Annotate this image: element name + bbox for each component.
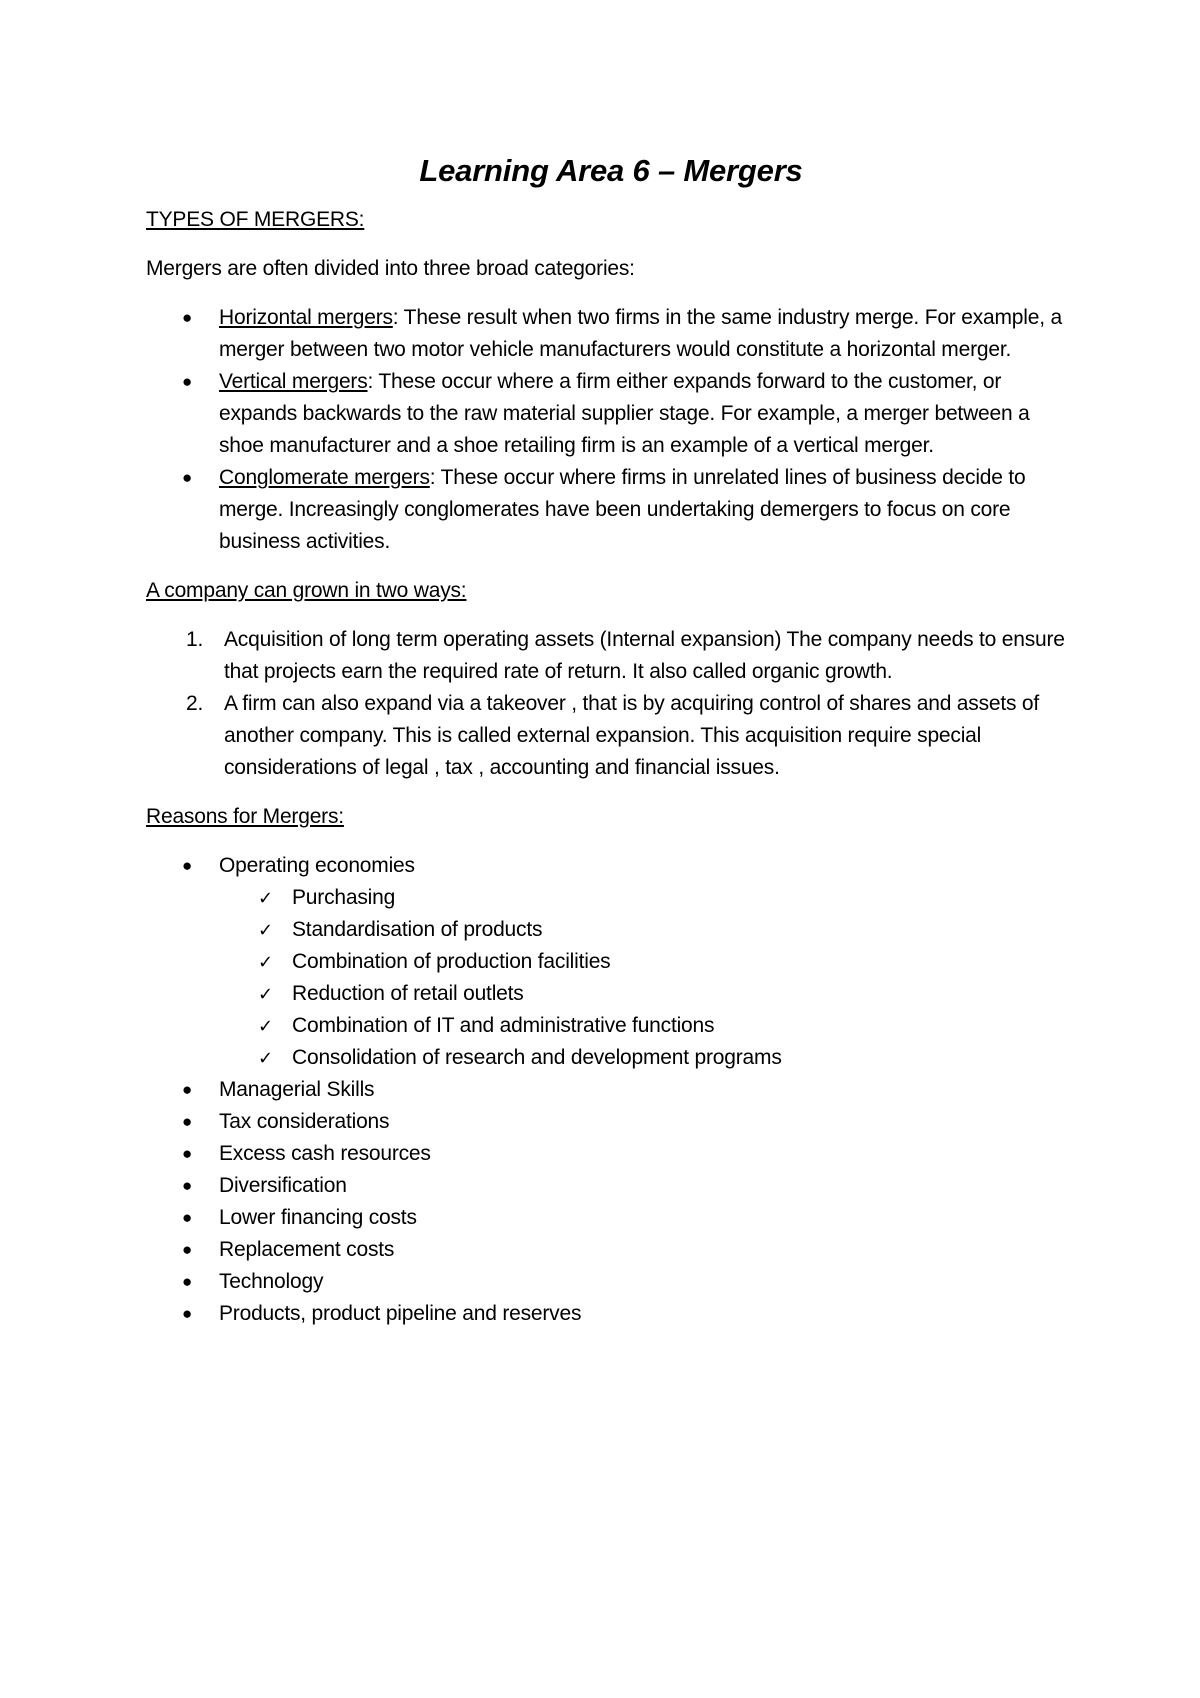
list-item: ● Technology <box>146 1266 1076 1298</box>
check-item: ✓ Combination of IT and administrative functions <box>146 1010 1076 1042</box>
bullet-icon: ● <box>182 1304 193 1323</box>
check-icon: ✓ <box>258 1048 273 1068</box>
item-number: 2. <box>186 692 204 715</box>
bullet-icon: ● <box>182 468 193 487</box>
bullet-icon: ● <box>182 1080 193 1099</box>
growth-text: A firm can also expand via a takeover , that is by acquiring control of shares and assets of another company. This is called external expansion. This acquisition require special considerations of legal , tax , accounting and financial issues. <box>224 692 1040 779</box>
list-item: ● Diversification <box>146 1170 1076 1202</box>
merger-types-list <box>146 302 1076 558</box>
list-item: ● Replacement costs <box>146 1234 1076 1266</box>
reasons-list <box>146 850 1076 882</box>
check-icon: ✓ <box>258 952 273 972</box>
list-item: ● Products, product pipeline and reserves <box>146 1298 1076 1330</box>
types-heading: TYPES OF MERGERS: <box>146 208 365 231</box>
bullet-icon: ● <box>182 1144 193 1163</box>
operating-economies-label: Operating economies <box>219 854 415 877</box>
document-body <box>146 150 1076 1347</box>
check-item: ✓ Combination of production facilities <box>146 946 1076 978</box>
check-item: ✓ Standardisation of products <box>146 914 1076 946</box>
bullet-icon: ● <box>182 1176 193 1195</box>
bullet-icon: ● <box>182 1240 193 1259</box>
list-item <box>146 850 1076 882</box>
growth-heading: A company can grown in two ways: <box>146 579 467 602</box>
growth-list <box>146 624 1076 784</box>
bullet-icon: ● <box>182 1112 193 1131</box>
type-term: Conglomerate mergers <box>219 466 430 489</box>
check-item: ✓ Purchasing <box>146 882 1076 914</box>
list-item: ● Tax considerations <box>146 1106 1076 1138</box>
bullet-icon: ● <box>182 1208 193 1227</box>
check-icon: ✓ <box>258 984 273 1004</box>
list-item <box>146 462 1076 558</box>
type-text: : These result when two firms in the same industry merge. For example, a merger between two motor vehicle manufacturers would constitute a horizontal merger. <box>219 306 1062 361</box>
list-item: ● Managerial Skills <box>146 1074 1076 1106</box>
type-text: : These occur where a firm either expands forward to the customer, or expands backwards to the raw material supplier stage. For example, a merger between a shoe manufacturer and a shoe retailing firm is an example of a vertical merger. <box>219 370 1030 457</box>
list-item <box>146 302 1076 366</box>
list-item <box>146 688 1076 784</box>
type-term: Horizontal mergers <box>219 306 393 329</box>
check-item: ✓ Consolidation of research and development programs <box>146 1042 1076 1074</box>
list-item <box>146 366 1076 462</box>
reasons-heading: Reasons for Mergers: <box>146 805 344 828</box>
bullet-icon: ● <box>182 1272 193 1291</box>
operating-economies-list <box>146 882 1076 1074</box>
check-icon: ✓ <box>258 888 273 908</box>
intro-text: Mergers are often divided into three broad categories: <box>146 257 635 280</box>
reasons-list-continued <box>146 1074 1076 1330</box>
bullet-icon: ● <box>182 372 193 391</box>
check-icon: ✓ <box>258 920 273 940</box>
list-item <box>146 624 1076 688</box>
list-item: ● Lower financing costs <box>146 1202 1076 1234</box>
item-number: 1. <box>186 628 204 651</box>
bullet-icon: ● <box>182 308 193 327</box>
page-title: Learning Area 6 – Mergers <box>419 153 803 188</box>
type-term: Vertical mergers <box>219 370 368 393</box>
bullet-icon: ● <box>182 856 193 875</box>
list-item: ● Excess cash resources <box>146 1138 1076 1170</box>
growth-text: Acquisition of long term operating assets (Internal expansion) The company needs to ensure that projects earn the required rate of return. It also called organic growth. <box>224 628 1065 683</box>
type-text: : These occur where firms in unrelated lines of business decide to merge. Increasingly conglomerates have been undertaking demergers to focus on core business activities. <box>219 466 1026 553</box>
check-item: ✓ Reduction of retail outlets <box>146 978 1076 1010</box>
check-icon: ✓ <box>258 1016 273 1036</box>
